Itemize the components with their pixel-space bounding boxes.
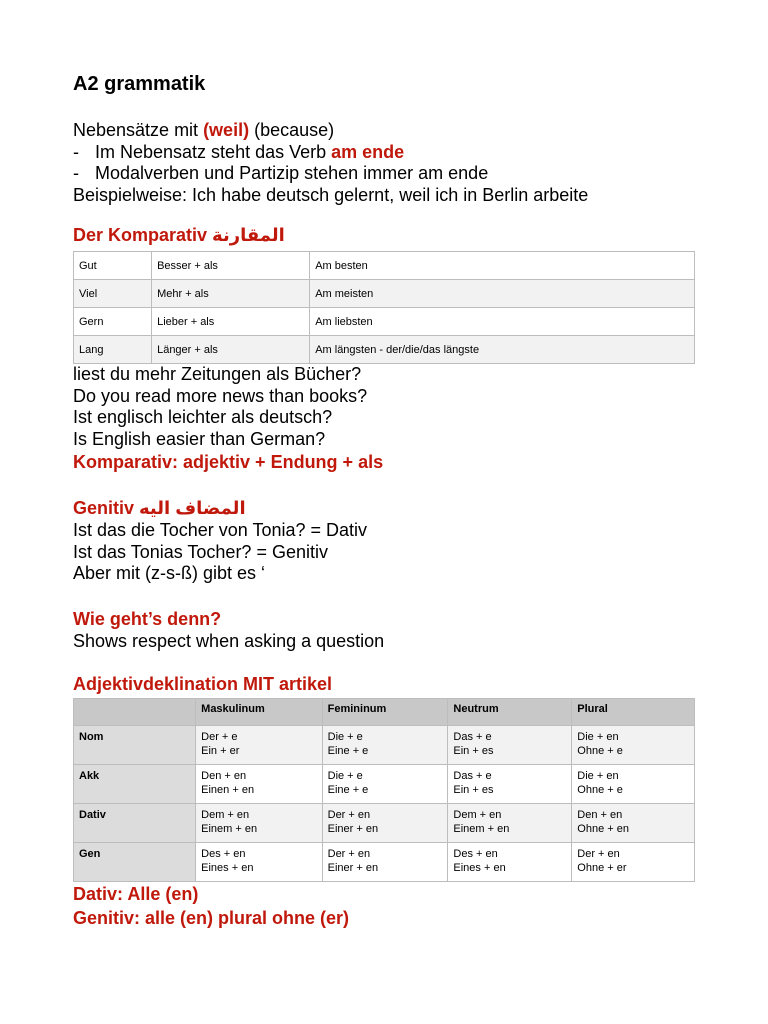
adjektiv-cell xyxy=(322,843,448,882)
komparativ-cell: Besser + als xyxy=(152,252,310,280)
komparativ-cell: Mehr + als xyxy=(152,280,310,308)
komparativ-cell: Lang xyxy=(74,336,152,364)
adjektiv-column-header: Neutrum xyxy=(448,699,572,726)
adjektiv-cell xyxy=(322,726,448,765)
genitiv-example-line: Ist das Tonias Tocher? = Genitiv xyxy=(73,541,328,562)
adjektiv-row xyxy=(74,804,695,843)
genitiv-example-line: Aber mit (z-s-ß) gibt es ‘ xyxy=(73,563,266,583)
komparativ-example-line: liest du mehr Zeitungen als Bücher? xyxy=(73,364,362,384)
adjektiv-cell xyxy=(572,726,695,765)
adjektiv-column-header: Maskulinum xyxy=(196,699,322,726)
komparativ-cell: Gern xyxy=(74,308,152,336)
adjektiv-cell-line: Ohne + er xyxy=(577,862,627,874)
document-title: A2 grammatik xyxy=(73,73,206,95)
bullet-2-text: Modalverben und Partizip stehen immer am ende xyxy=(95,163,489,183)
adjektiv-cell xyxy=(448,843,572,882)
komparativ-cell: Am liebsten xyxy=(310,308,695,336)
adjektiv-row xyxy=(74,726,695,765)
adjektiv-row-label: Nom xyxy=(74,726,196,765)
komparativ-example-line: Is English easier than German? xyxy=(73,428,326,449)
adjektiv-row xyxy=(74,765,695,804)
genitiv-examples xyxy=(73,520,695,585)
bullet-mark: - xyxy=(73,163,79,183)
adjektiv-cell-line: Des + en xyxy=(453,848,498,860)
adjektiv-cell-line: Den + en xyxy=(201,770,247,782)
adjektiv-column-header: Plural xyxy=(572,699,695,726)
adjektiv-cell xyxy=(448,804,572,843)
adjektiv-column-header xyxy=(74,699,196,726)
adjektiv-cell-line: Den + en xyxy=(577,809,623,821)
komparativ-example-line: Do you read more news than books? xyxy=(73,385,368,406)
adjektiv-cell-line: Das + e xyxy=(453,731,492,743)
adjektiv-heading: Adjektivdeklination MIT artikel xyxy=(73,674,333,694)
komparativ-table xyxy=(73,251,695,364)
adjektiv-cell xyxy=(322,804,448,843)
adjektiv-cell-line: Ein + er xyxy=(201,745,240,757)
adjektiv-cell xyxy=(196,765,322,804)
adjektiv-column-header: Femininum xyxy=(322,699,448,726)
am-ende-highlight: am ende xyxy=(331,141,405,162)
weil-highlight: (weil) xyxy=(203,120,250,140)
adjektiv-cell-line: Der + en xyxy=(577,848,620,860)
adjektiv-cell xyxy=(572,804,695,843)
adjektiv-cell xyxy=(572,765,695,804)
adjektiv-cell-line: Eine + e xyxy=(327,784,369,796)
komparativ-cell: Viel xyxy=(74,280,152,308)
adjektiv-cell xyxy=(196,843,322,882)
adjektiv-table xyxy=(73,698,695,882)
adjektiv-cell-line: Ohne + e xyxy=(577,784,623,796)
document-page xyxy=(73,70,695,930)
adjektiv-cell xyxy=(196,804,322,843)
adjektiv-cell xyxy=(572,843,695,882)
adjektiv-row xyxy=(74,843,695,882)
adjektiv-cell-line: Die + en xyxy=(577,770,619,782)
bullet-1-text: Im Nebensatz steht das Verb xyxy=(95,141,332,162)
adjektiv-cell xyxy=(322,765,448,804)
komparativ-row xyxy=(74,252,695,280)
adjektiv-cell-line: Des + en xyxy=(201,848,246,860)
komparativ-examples xyxy=(73,364,695,450)
dativ-rule: Dativ: Alle (en) xyxy=(73,884,199,904)
adjektiv-cell-line: Einer + en xyxy=(327,823,379,835)
wie-heading: Wie geht’s denn? xyxy=(73,608,222,629)
komparativ-cell: Am meisten xyxy=(310,280,695,308)
adjektiv-row-label: Gen xyxy=(74,843,196,882)
adjektiv-cell-line: Der + e xyxy=(201,731,238,743)
genitiv-example-line: Ist das die Tocher von Tonia? = Dativ xyxy=(73,520,368,540)
adjektiv-cell-line: Die + e xyxy=(327,731,363,743)
komparativ-example-line: Ist englisch leichter als deutsch? xyxy=(73,407,333,427)
adjektiv-cell-line: Einer + en xyxy=(327,862,379,874)
adjektiv-cell-line: Ohne + e xyxy=(577,745,623,757)
genitiv-heading: Genitiv المضاف اليه xyxy=(73,498,246,518)
adjektiv-cell-line: Dem + en xyxy=(201,809,250,821)
example-line: Beispielweise: Ich habe deutsch gelernt, weil ich in Berlin arbeite xyxy=(73,184,589,205)
komparativ-row xyxy=(74,336,695,364)
adjektiv-cell xyxy=(448,726,572,765)
komparativ-cell: Am besten xyxy=(310,252,695,280)
adjektiv-cell-line: Eine + e xyxy=(327,745,369,757)
komparativ-cell: Am längsten - der/die/das längste xyxy=(310,336,695,364)
adjektiv-cell-line: Die + e xyxy=(327,770,363,782)
komparativ-heading: Der Komparativ المقارنة xyxy=(73,225,285,245)
adjektiv-cell-line: Der + en xyxy=(327,848,371,860)
nebensaetze-pre: Nebensätze mit xyxy=(73,120,204,140)
komparativ-row xyxy=(74,280,695,308)
adjektiv-cell-line: Die + en xyxy=(577,731,619,743)
adjektiv-cell xyxy=(196,726,322,765)
adjektiv-cell-line: Ein + es xyxy=(453,745,494,757)
adjektiv-row-label: Akk xyxy=(74,765,196,804)
komparativ-cell: Länger + als xyxy=(152,336,310,364)
genitiv-rule: Genitiv: alle (en) plural ohne (er) xyxy=(73,908,350,928)
nebensaetze-line xyxy=(73,120,695,142)
nebensaetze-post: (because) xyxy=(249,120,335,140)
adjektiv-cell-line: Einem + en xyxy=(201,823,258,835)
bullet-2 xyxy=(73,163,695,185)
adjektiv-cell-line: Das + e xyxy=(453,770,492,782)
komparativ-rule: Komparativ: adjektiv + Endung + als xyxy=(73,452,384,472)
bullet-1 xyxy=(73,142,695,164)
adjektiv-cell-line: Eines + en xyxy=(453,862,506,874)
adjektiv-cell-line: Der + en xyxy=(327,809,371,821)
wie-line: Shows respect when asking a question xyxy=(73,630,385,651)
komparativ-cell: Gut xyxy=(74,252,152,280)
adjektiv-cell xyxy=(448,765,572,804)
komparativ-row xyxy=(74,308,695,336)
adjektiv-cell-line: Einem + en xyxy=(453,823,510,835)
komparativ-cell: Lieber + als xyxy=(152,308,310,336)
bullet-mark: - xyxy=(73,141,79,162)
adjektiv-row-label: Dativ xyxy=(74,804,196,843)
adjektiv-cell-line: Eines + en xyxy=(201,862,254,874)
adjektiv-cell-line: Ohne + en xyxy=(577,823,629,835)
adjektiv-cell-line: Dem + en xyxy=(453,809,502,821)
adjektiv-cell-line: Einen + en xyxy=(201,784,255,796)
adjektiv-cell-line: Ein + es xyxy=(453,784,494,796)
